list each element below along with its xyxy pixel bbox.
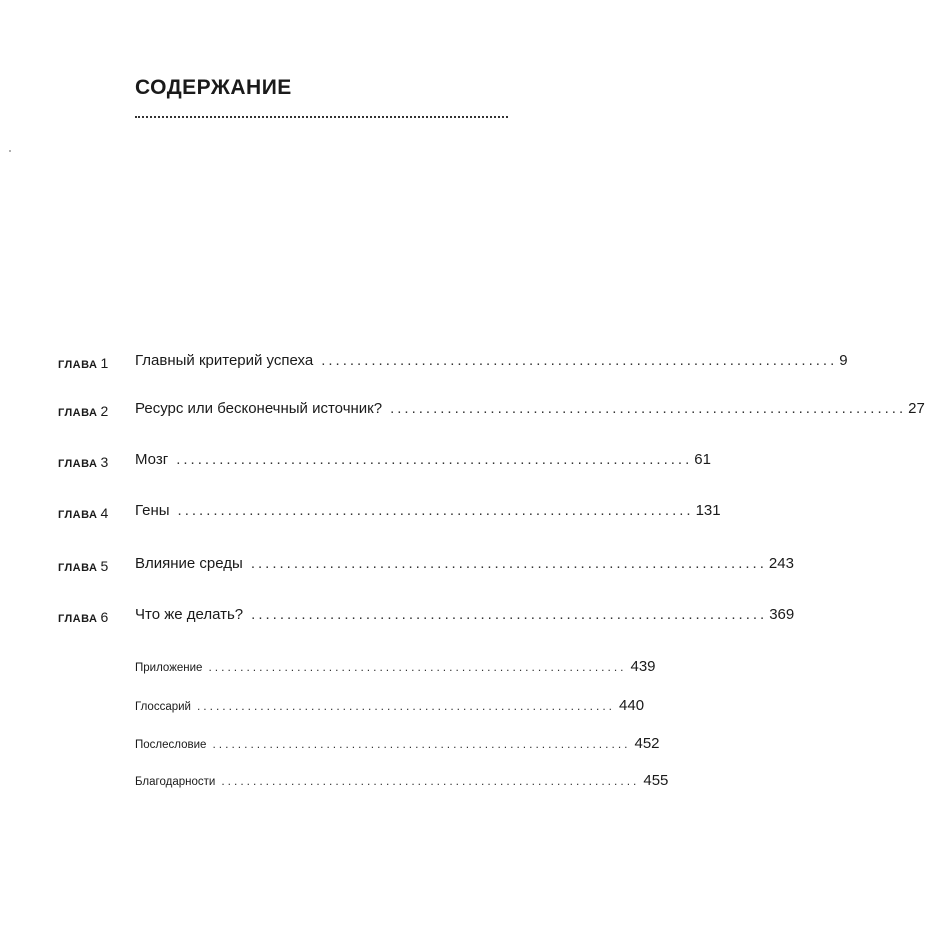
leader-dots: ........................................................................ xyxy=(177,502,694,519)
leader-dots: ........................................................................ xyxy=(250,555,767,572)
page-title: СОДЕРЖАНИЕ xyxy=(135,76,292,99)
chapter-label xyxy=(58,558,109,574)
chapter-number: 3 xyxy=(100,454,109,470)
chapter-label-word: ГЛАВА xyxy=(58,509,98,521)
toc-entry-glossary[interactable] xyxy=(135,697,645,714)
entry-title: Приложение xyxy=(135,662,203,674)
page-number: 9 xyxy=(839,352,848,369)
chapter-label-word: ГЛАВА xyxy=(58,613,98,625)
chapter-label-word: ГЛАВА xyxy=(58,458,98,470)
leader-dots: ........................................................................ xyxy=(390,400,907,417)
entry-title: Мозг xyxy=(135,451,169,468)
leader-dots: .................................................................. xyxy=(208,660,627,674)
title-dotted-rule xyxy=(135,116,508,118)
leader-dots: .................................................................. xyxy=(212,737,631,751)
page-number: 369 xyxy=(769,606,795,623)
page-number: 455 xyxy=(643,772,669,789)
chapter-label-word: ГЛАВА xyxy=(58,562,98,574)
leader-dots: ........................................................................ xyxy=(251,606,768,623)
page-number: 131 xyxy=(695,502,721,519)
chapter-number: 5 xyxy=(100,558,109,574)
entry-title: Что же делать? xyxy=(135,606,244,623)
entry-title: Главный критерий успеха xyxy=(135,352,314,369)
toc-entry-chapter-1[interactable] xyxy=(135,352,848,369)
chapter-number: 2 xyxy=(100,403,109,419)
page-number: 439 xyxy=(630,658,656,675)
chapter-label-word: ГЛАВА xyxy=(58,359,98,371)
leader-dots: ........................................................................ xyxy=(321,352,838,369)
entry-title: Гены xyxy=(135,502,170,519)
toc-entry-chapter-5[interactable] xyxy=(135,555,794,572)
entry-title: Благодарности xyxy=(135,776,216,788)
chapter-number: 4 xyxy=(100,505,109,521)
chapter-label xyxy=(58,609,109,625)
page-number: 243 xyxy=(768,555,794,572)
chapter-label xyxy=(58,454,109,470)
entry-title: Послесловие xyxy=(135,739,207,751)
leader-dots: .................................................................. xyxy=(221,774,640,788)
leader-dots: .................................................................. xyxy=(196,699,616,713)
entry-title: Глоссарий xyxy=(135,701,191,713)
leader-dots: ........................................................................ xyxy=(176,451,693,468)
page-number: 27 xyxy=(908,400,925,417)
toc-entry-appendix[interactable] xyxy=(135,658,656,675)
chapter-label xyxy=(58,355,109,371)
chapter-label xyxy=(58,403,109,419)
entry-title: Влияние среды xyxy=(135,555,243,572)
page-number: 440 xyxy=(619,697,645,714)
toc-entry-chapter-4[interactable] xyxy=(135,502,721,519)
page-number: 452 xyxy=(634,735,660,752)
toc-entry-afterword[interactable] xyxy=(135,735,660,752)
chapter-label xyxy=(58,505,109,521)
toc-entry-chapter-3[interactable] xyxy=(135,451,711,468)
entry-title: Ресурс или бесконечный источник? xyxy=(135,400,383,417)
toc-entry-chapter-6[interactable] xyxy=(135,606,795,623)
chapter-number: 1 xyxy=(100,355,109,371)
toc-entry-chapter-2[interactable] xyxy=(135,400,925,417)
toc-entry-acknowledgements[interactable] xyxy=(135,772,669,789)
page-number: 61 xyxy=(694,451,711,468)
chapter-number: 6 xyxy=(100,609,109,625)
chapter-label-word: ГЛАВА xyxy=(58,407,98,419)
scan-speck xyxy=(9,150,11,152)
